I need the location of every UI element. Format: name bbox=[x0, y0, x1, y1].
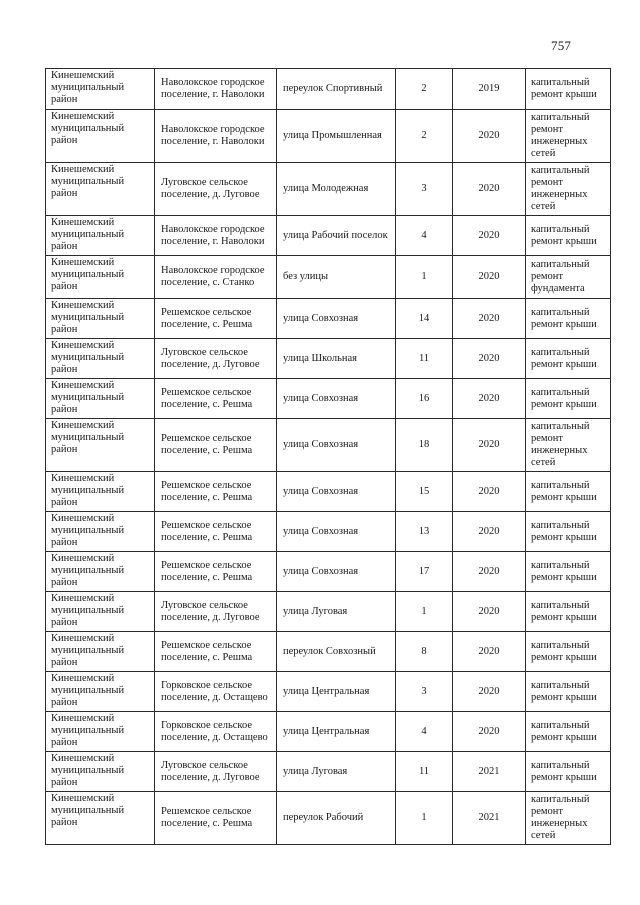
municipality-cell: Кинешемский муниципальный район bbox=[46, 299, 155, 339]
house-number-cell: 1 bbox=[396, 792, 453, 845]
street-cell: улица Молодежная bbox=[277, 163, 396, 216]
house-number-cell: 4 bbox=[396, 216, 453, 256]
municipality-cell: Кинешемский муниципальный район bbox=[46, 163, 155, 216]
house-number-cell: 11 bbox=[396, 752, 453, 792]
settlement-cell: Решемское сельское поселение, с. Решма bbox=[155, 472, 277, 512]
settlement-cell: Луговское сельское поселение, д. Луговое bbox=[155, 163, 277, 216]
table-body bbox=[46, 69, 611, 845]
municipality-cell: Кинешемский муниципальный район bbox=[46, 110, 155, 163]
municipality-cell: Кинешемский муниципальный район bbox=[46, 256, 155, 299]
work-type-cell: капитальный ремонт крыши bbox=[526, 552, 611, 592]
year-cell: 2020 bbox=[453, 163, 526, 216]
work-type-cell: капитальный ремонт инженерных сетей bbox=[526, 163, 611, 216]
year-cell: 2020 bbox=[453, 472, 526, 512]
settlement-cell: Решемское сельское поселение, с. Решма bbox=[155, 419, 277, 472]
house-number-cell: 11 bbox=[396, 339, 453, 379]
street-cell: улица Рабочий поселок bbox=[277, 216, 396, 256]
street-cell: улица Совхозная bbox=[277, 299, 396, 339]
table-row bbox=[46, 512, 611, 552]
street-cell: улица Совхозная bbox=[277, 472, 396, 512]
house-number-cell: 16 bbox=[396, 379, 453, 419]
table-row bbox=[46, 672, 611, 712]
municipality-cell: Кинешемский муниципальный район bbox=[46, 339, 155, 379]
work-type-cell: капитальный ремонт крыши bbox=[526, 69, 611, 110]
house-number-cell: 3 bbox=[396, 163, 453, 216]
settlement-cell: Решемское сельское поселение, с. Решма bbox=[155, 512, 277, 552]
house-number-cell: 15 bbox=[396, 472, 453, 512]
work-type-cell: капитальный ремонт фундамента bbox=[526, 256, 611, 299]
municipality-cell: Кинешемский муниципальный район bbox=[46, 592, 155, 632]
municipality-cell: Кинешемский муниципальный район bbox=[46, 552, 155, 592]
house-number-cell: 1 bbox=[396, 256, 453, 299]
municipality-cell: Кинешемский муниципальный район bbox=[46, 419, 155, 472]
house-number-cell: 2 bbox=[396, 69, 453, 110]
settlement-cell: Решемское сельское поселение, с. Решма bbox=[155, 299, 277, 339]
work-type-cell: капитальный ремонт крыши bbox=[526, 632, 611, 672]
settlement-cell: Наволокское городское поселение, г. Наволоки bbox=[155, 110, 277, 163]
year-cell: 2020 bbox=[453, 419, 526, 472]
repair-program-table bbox=[45, 68, 611, 845]
street-cell: улица Совхозная bbox=[277, 512, 396, 552]
municipality-cell: Кинешемский муниципальный район bbox=[46, 712, 155, 752]
table-row bbox=[46, 712, 611, 752]
table-row bbox=[46, 379, 611, 419]
street-cell: улица Совхозная bbox=[277, 552, 396, 592]
work-type-cell: капитальный ремонт инженерных сетей bbox=[526, 792, 611, 845]
house-number-cell: 2 bbox=[396, 110, 453, 163]
table-row bbox=[46, 592, 611, 632]
table-row bbox=[46, 216, 611, 256]
house-number-cell: 14 bbox=[396, 299, 453, 339]
table-row bbox=[46, 299, 611, 339]
house-number-cell: 4 bbox=[396, 712, 453, 752]
house-number-cell: 18 bbox=[396, 419, 453, 472]
table-row bbox=[46, 552, 611, 592]
year-cell: 2020 bbox=[453, 632, 526, 672]
street-cell: улица Центральная bbox=[277, 712, 396, 752]
settlement-cell: Решемское сельское поселение, с. Решма bbox=[155, 632, 277, 672]
work-type-cell: капитальный ремонт крыши bbox=[526, 216, 611, 256]
work-type-cell: капитальный ремонт инженерных сетей bbox=[526, 419, 611, 472]
table-row bbox=[46, 110, 611, 163]
street-cell: улица Центральная bbox=[277, 672, 396, 712]
house-number-cell: 3 bbox=[396, 672, 453, 712]
table-row bbox=[46, 69, 611, 110]
settlement-cell: Решемское сельское поселение, с. Решма bbox=[155, 379, 277, 419]
work-type-cell: капитальный ремонт крыши bbox=[526, 712, 611, 752]
year-cell: 2019 bbox=[453, 69, 526, 110]
settlement-cell: Горковское сельское поселение, д. Остащево bbox=[155, 712, 277, 752]
work-type-cell: капитальный ремонт крыши bbox=[526, 592, 611, 632]
year-cell: 2020 bbox=[453, 256, 526, 299]
municipality-cell: Кинешемский муниципальный район bbox=[46, 472, 155, 512]
year-cell: 2020 bbox=[453, 552, 526, 592]
street-cell: улица Школьная bbox=[277, 339, 396, 379]
settlement-cell: Решемское сельское поселение, с. Решма bbox=[155, 552, 277, 592]
settlement-cell: Решемское сельское поселение, с. Решма bbox=[155, 792, 277, 845]
municipality-cell: Кинешемский муниципальный район bbox=[46, 69, 155, 110]
work-type-cell: капитальный ремонт крыши bbox=[526, 672, 611, 712]
table-row bbox=[46, 419, 611, 472]
municipality-cell: Кинешемский муниципальный район bbox=[46, 379, 155, 419]
page-number: 757 bbox=[551, 38, 572, 53]
settlement-cell: Наволокское городское поселение, г. Наволоки bbox=[155, 216, 277, 256]
work-type-cell: капитальный ремонт крыши bbox=[526, 512, 611, 552]
year-cell: 2020 bbox=[453, 110, 526, 163]
table-row bbox=[46, 163, 611, 216]
table-row bbox=[46, 632, 611, 672]
settlement-cell: Наволокское городское поселение, г. Наволоки bbox=[155, 69, 277, 110]
settlement-cell: Луговское сельское поселение, д. Луговое bbox=[155, 752, 277, 792]
work-type-cell: капитальный ремонт инженерных сетей bbox=[526, 110, 611, 163]
street-cell: улица Промышленная bbox=[277, 110, 396, 163]
settlement-cell: Луговское сельское поселение, д. Луговое bbox=[155, 592, 277, 632]
house-number-cell: 13 bbox=[396, 512, 453, 552]
table-row bbox=[46, 752, 611, 792]
street-cell: улица Луговая bbox=[277, 752, 396, 792]
work-type-cell: капитальный ремонт крыши bbox=[526, 299, 611, 339]
year-cell: 2020 bbox=[453, 712, 526, 752]
street-cell: улица Луговая bbox=[277, 592, 396, 632]
street-cell: без улицы bbox=[277, 256, 396, 299]
year-cell: 2020 bbox=[453, 339, 526, 379]
year-cell: 2021 bbox=[453, 792, 526, 845]
table-row bbox=[46, 339, 611, 379]
settlement-cell: Горковское сельское поселение, д. Остащево bbox=[155, 672, 277, 712]
house-number-cell: 17 bbox=[396, 552, 453, 592]
house-number-cell: 1 bbox=[396, 592, 453, 632]
work-type-cell: капитальный ремонт крыши bbox=[526, 339, 611, 379]
year-cell: 2020 bbox=[453, 379, 526, 419]
year-cell: 2020 bbox=[453, 592, 526, 632]
year-cell: 2020 bbox=[453, 299, 526, 339]
municipality-cell: Кинешемский муниципальный район bbox=[46, 752, 155, 792]
table-row bbox=[46, 792, 611, 845]
house-number-cell: 8 bbox=[396, 632, 453, 672]
street-cell: улица Совхозная bbox=[277, 419, 396, 472]
settlement-cell: Наволокское городское поселение, с. Станко bbox=[155, 256, 277, 299]
year-cell: 2020 bbox=[453, 512, 526, 552]
street-cell: переулок Спортивный bbox=[277, 69, 396, 110]
year-cell: 2021 bbox=[453, 752, 526, 792]
municipality-cell: Кинешемский муниципальный район bbox=[46, 216, 155, 256]
municipality-cell: Кинешемский муниципальный район bbox=[46, 512, 155, 552]
municipality-cell: Кинешемский муниципальный район bbox=[46, 672, 155, 712]
work-type-cell: капитальный ремонт крыши bbox=[526, 752, 611, 792]
work-type-cell: капитальный ремонт крыши bbox=[526, 472, 611, 512]
settlement-cell: Луговское сельское поселение, д. Луговое bbox=[155, 339, 277, 379]
year-cell: 2020 bbox=[453, 216, 526, 256]
work-type-cell: капитальный ремонт крыши bbox=[526, 379, 611, 419]
municipality-cell: Кинешемский муниципальный район bbox=[46, 632, 155, 672]
table-row bbox=[46, 472, 611, 512]
year-cell: 2020 bbox=[453, 672, 526, 712]
table-row bbox=[46, 256, 611, 299]
street-cell: переулок Рабочий bbox=[277, 792, 396, 845]
municipality-cell: Кинешемский муниципальный район bbox=[46, 792, 155, 845]
street-cell: улица Совхозная bbox=[277, 379, 396, 419]
street-cell: переулок Совхозный bbox=[277, 632, 396, 672]
